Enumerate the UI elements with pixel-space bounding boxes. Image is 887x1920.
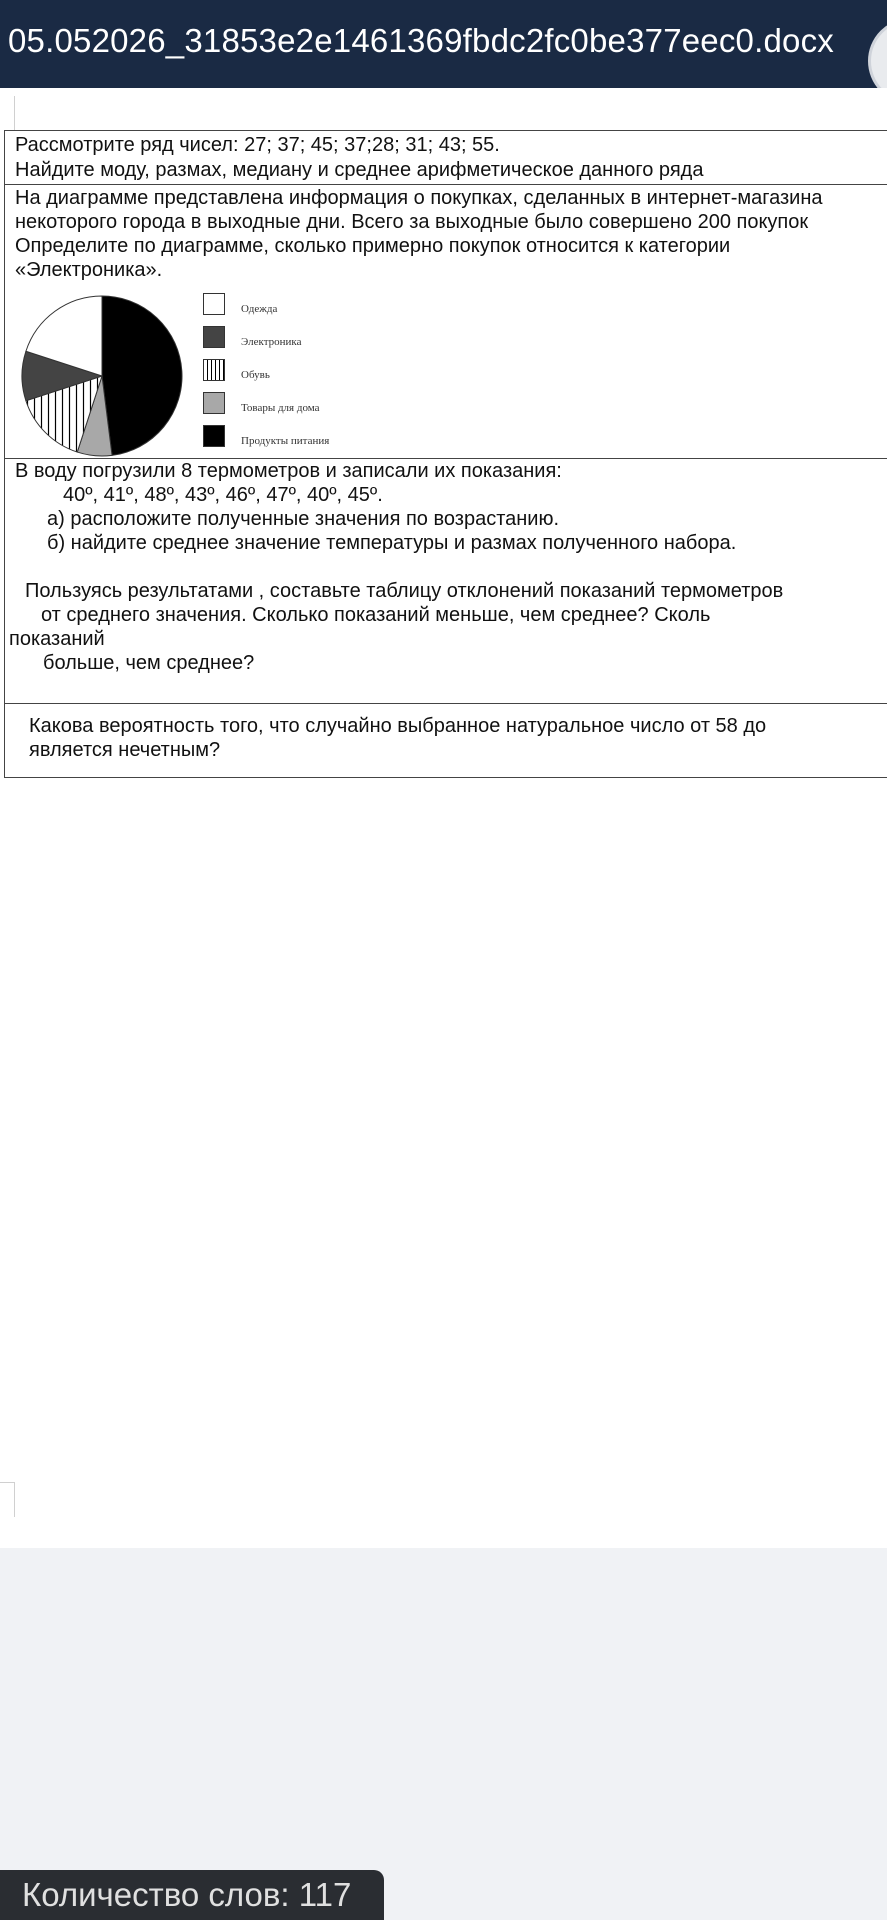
task1-line1: Рассмотрите ряд чисел: 27; 37; 45; 37;28; 31; 43; 55.	[15, 134, 500, 156]
pie-chart-svg	[17, 291, 187, 461]
pie-slice-food	[102, 296, 182, 455]
task2-line1: На диаграмме представлена информация о покупках, сделанных в интернет-магазина	[15, 187, 823, 209]
legend-label-home-goods: Товары для дома	[241, 402, 320, 414]
task3-line8: больше, чем среднее?	[43, 652, 255, 674]
legend-swatch-food	[203, 425, 225, 447]
task2-line4: «Электроника».	[15, 259, 163, 281]
task3-line7: показаний	[9, 628, 105, 650]
legend-swatch-home-goods	[203, 392, 225, 414]
legend-swatch-clothing	[203, 293, 225, 315]
task2-line3: Определите по диаграмме, сколько примерно покупок относится к категории	[15, 235, 731, 257]
tasks-table	[4, 130, 887, 778]
task-row-3	[5, 459, 887, 704]
pie-chart	[17, 291, 187, 461]
legend-label-electronics: Электроника	[241, 336, 302, 348]
legend-item-shoes	[203, 359, 423, 385]
legend-item-electronics	[203, 326, 423, 352]
title-bar	[0, 0, 887, 88]
task-row-2	[5, 185, 887, 459]
legend-label-shoes: Обувь	[241, 369, 270, 381]
legend-item-home-goods	[203, 392, 423, 418]
task-row-1	[5, 131, 887, 185]
crop-mark-bottom	[0, 1482, 15, 1517]
legend-label-food: Продукты питания	[241, 435, 330, 447]
task4-line1: Какова вероятность того, что случайно выбранное натуральное число от 58 до	[29, 715, 767, 737]
document-title: 05.052026_31853e2e1461369fbdc2fc0be377eec0.docx	[8, 22, 834, 59]
legend-swatch-shoes	[203, 359, 225, 381]
task3-line4: б) найдите среднее значение температуры и размах полученного набора.	[47, 532, 737, 554]
task4-line2: является нечетным?	[29, 739, 221, 761]
legend-label-clothing: Одежда	[241, 303, 278, 315]
word-count-label: Количество слов: 117	[22, 1876, 352, 1913]
task3-line2: 40º, 41º, 48º, 43º, 46º, 47º, 40º, 45º.	[63, 484, 383, 506]
task3-line1: В воду погрузили 8 термометров и записали их показания:	[15, 460, 562, 482]
task3-line3: а) расположите полученные значения по возрастанию.	[47, 508, 560, 530]
task-row-4	[5, 704, 887, 778]
task3-line6: от среднего значения. Сколько показаний меньше, чем среднее? Сколь	[41, 604, 711, 626]
task3-line5: Пользуясь результатами , составьте таблицу отклонений показаний термометров	[25, 580, 784, 602]
task1-line2: Найдите моду, размах, медиану и среднее арифметическое данного ряда	[15, 159, 704, 181]
word-count-bar[interactable]	[0, 1870, 384, 1920]
legend-item-clothing	[203, 293, 423, 319]
crop-mark-top	[14, 96, 15, 130]
task2-line2: некоторого города в выходные дни. Всего за выходные было совершено 200 покупок	[15, 211, 809, 233]
legend-item-food	[203, 425, 423, 451]
legend-swatch-electronics	[203, 326, 225, 348]
